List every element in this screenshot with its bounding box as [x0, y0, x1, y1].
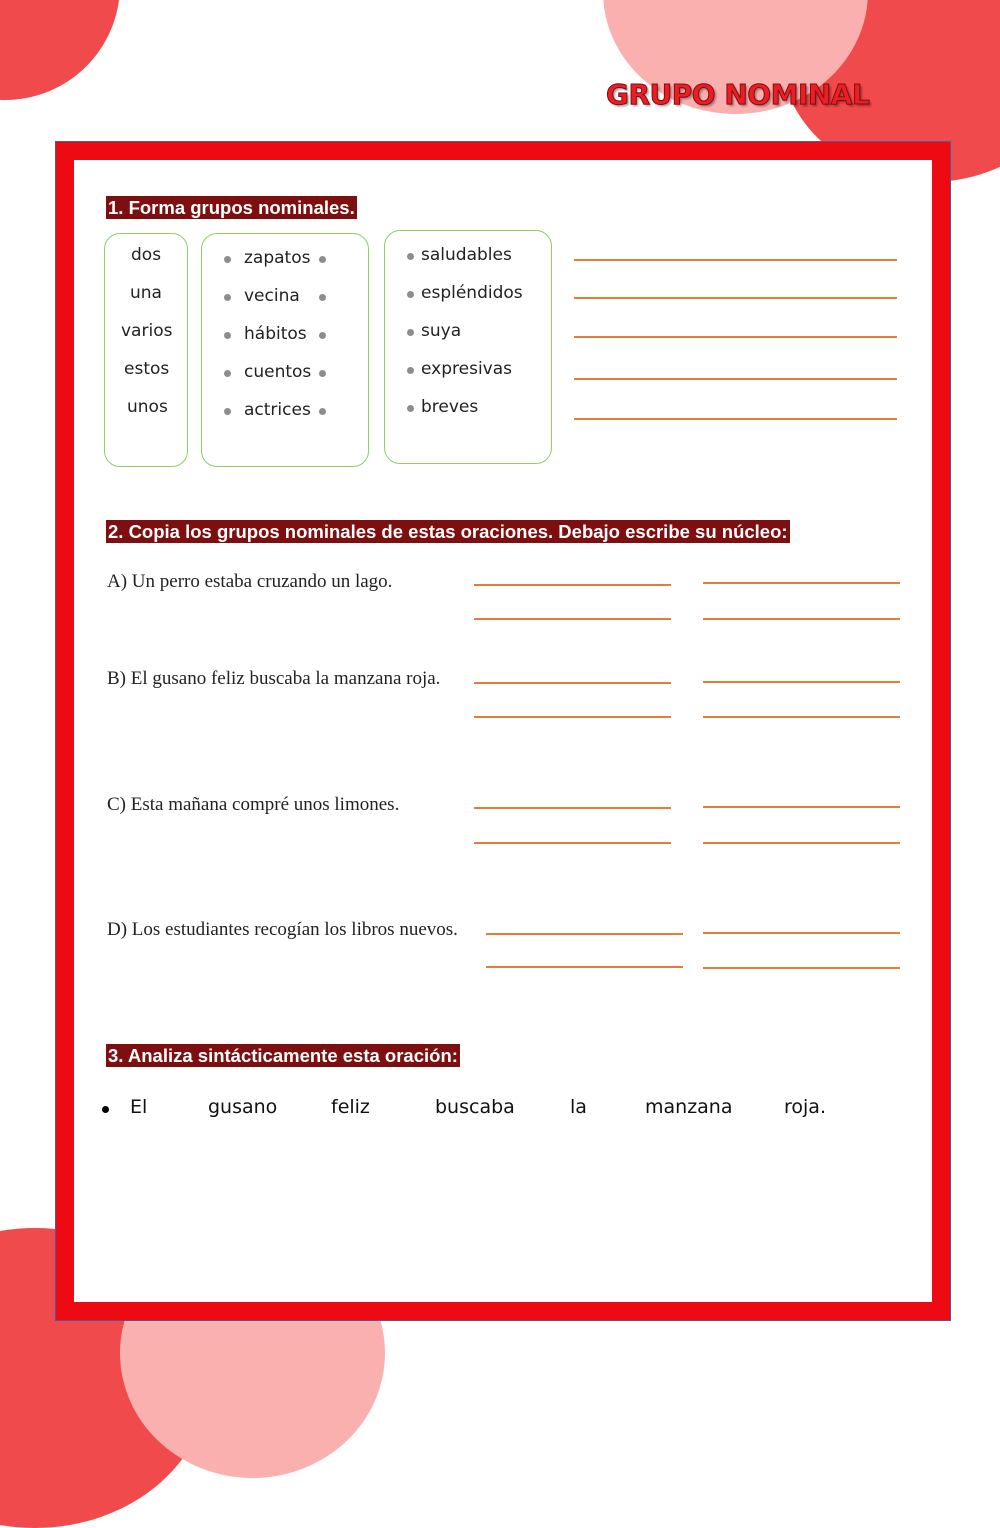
- determiner-word: unos: [127, 397, 168, 417]
- answer-line[interactable]: [474, 584, 671, 586]
- adjective-word: espléndidos: [421, 283, 523, 303]
- answer-line[interactable]: [474, 682, 671, 684]
- analysis-word: El: [130, 1096, 148, 1118]
- answer-line[interactable]: [574, 259, 897, 261]
- answer-line[interactable]: [486, 966, 683, 968]
- adjective-word: expresivas: [421, 359, 513, 379]
- adjective-box: [384, 230, 552, 464]
- determiner-word: una: [130, 283, 162, 303]
- match-dot-right[interactable]: [319, 408, 326, 415]
- answer-line[interactable]: [703, 582, 900, 584]
- answer-line[interactable]: [474, 618, 671, 620]
- page-title: GRUPO NOMINAL: [606, 78, 870, 111]
- answer-line[interactable]: [703, 932, 900, 934]
- answer-line[interactable]: [574, 418, 897, 420]
- answer-line[interactable]: [574, 378, 897, 380]
- noun-box: [201, 233, 369, 467]
- noun-word: cuentos: [244, 362, 312, 382]
- match-dot-right[interactable]: [319, 332, 326, 339]
- match-dot-left[interactable]: [224, 256, 231, 263]
- match-dot-right[interactable]: [319, 294, 326, 301]
- answer-line[interactable]: [703, 681, 900, 683]
- adjective-word: breves: [421, 397, 479, 417]
- sentence-a: A) Un perro estaba cruzando un lago.: [107, 571, 393, 592]
- match-dot-left[interactable]: [407, 367, 414, 374]
- noun-word: hábitos: [244, 324, 307, 344]
- analysis-word: gusano: [208, 1096, 278, 1118]
- determiner-word: dos: [131, 245, 162, 265]
- match-dot-left[interactable]: [224, 408, 231, 415]
- answer-line[interactable]: [474, 842, 671, 844]
- answer-line[interactable]: [474, 807, 671, 809]
- sentence-c: C) Esta mañana compré unos limones.: [107, 794, 400, 815]
- match-dot-left[interactable]: [224, 370, 231, 377]
- analysis-word: la: [570, 1096, 587, 1118]
- bullet-point: [102, 1106, 109, 1113]
- answer-line[interactable]: [703, 842, 900, 844]
- noun-word: actrices: [244, 400, 311, 420]
- match-dot-left[interactable]: [224, 294, 231, 301]
- match-dot-left[interactable]: [407, 291, 414, 298]
- answer-line[interactable]: [703, 618, 900, 620]
- section1-heading: 1. Forma grupos nominales.: [108, 197, 355, 218]
- determiner-word: varios: [121, 321, 173, 341]
- match-dot-left[interactable]: [407, 405, 414, 412]
- analysis-word: feliz: [331, 1096, 370, 1118]
- sentence-d: D) Los estudiantes recogían los libros nuevos.: [107, 919, 458, 940]
- noun-word: zapatos: [244, 248, 311, 268]
- sentence-b: B) El gusano feliz buscaba la manzana roja.: [107, 668, 441, 689]
- analysis-word: roja.: [784, 1096, 826, 1118]
- answer-line[interactable]: [474, 716, 671, 718]
- answer-line[interactable]: [703, 967, 900, 969]
- decor-circle-top-left: [0, 0, 120, 100]
- match-dot-left[interactable]: [224, 332, 231, 339]
- answer-line[interactable]: [574, 336, 897, 338]
- section2-heading: 2. Copia los grupos nominales de estas oraciones. Debajo escribe su núcleo:: [108, 521, 788, 542]
- match-dot-right[interactable]: [319, 370, 326, 377]
- determiner-box: [104, 233, 188, 467]
- answer-line[interactable]: [703, 806, 900, 808]
- noun-word: vecina: [244, 286, 300, 306]
- match-dot-right[interactable]: [319, 256, 326, 263]
- adjective-word: saludables: [421, 245, 512, 265]
- adjective-word: suya: [421, 321, 462, 341]
- answer-line[interactable]: [574, 297, 897, 299]
- analysis-word: manzana: [645, 1096, 733, 1118]
- match-dot-left[interactable]: [407, 329, 414, 336]
- section3-heading: 3. Analiza sintácticamente esta oración:: [108, 1045, 458, 1066]
- answer-line[interactable]: [486, 933, 683, 935]
- match-dot-left[interactable]: [407, 253, 414, 260]
- analysis-word: buscaba: [435, 1096, 515, 1118]
- determiner-word: estos: [124, 359, 170, 379]
- answer-line[interactable]: [703, 716, 900, 718]
